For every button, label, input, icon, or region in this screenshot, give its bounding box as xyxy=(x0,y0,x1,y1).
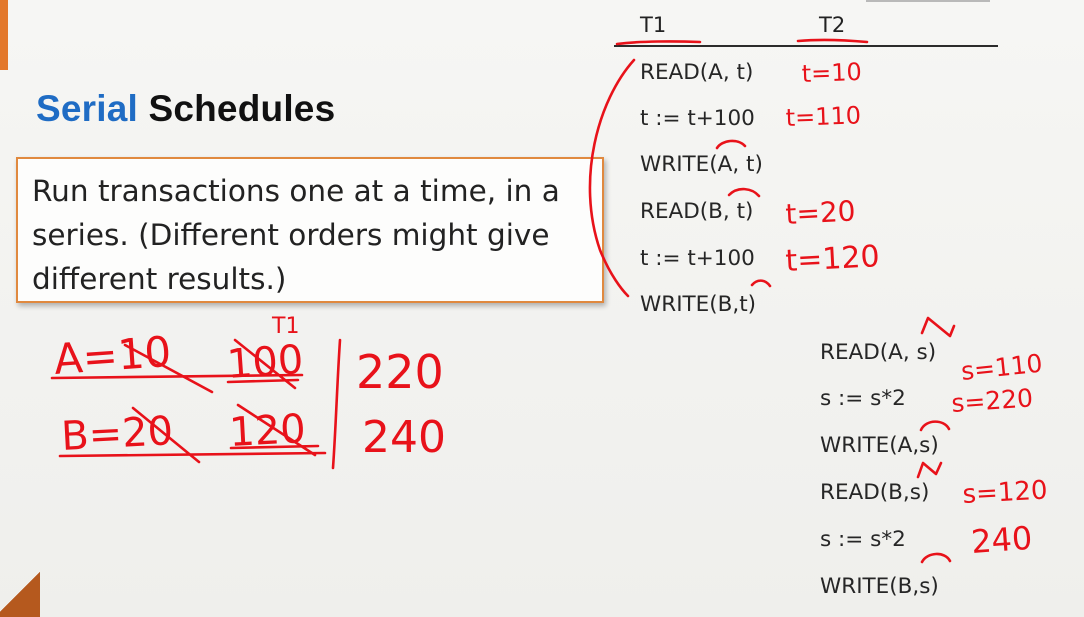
ink-result: 220 xyxy=(356,345,444,399)
callout-text: Run transactions one at a time, in a series. (Different orders might give different results.) xyxy=(32,174,560,296)
t2-op: WRITE(B,s) xyxy=(820,574,939,599)
ink-underline xyxy=(231,446,318,448)
slide-accent-top xyxy=(0,0,8,70)
ink-value: t=10 xyxy=(801,57,863,88)
t1-op: t := t+100 xyxy=(640,246,755,271)
ink-strike xyxy=(235,340,295,388)
ink-value: t=20 xyxy=(784,194,857,231)
ink-arrow xyxy=(717,141,745,148)
slide-title xyxy=(36,88,335,130)
slide-accent-bottom xyxy=(0,567,40,617)
t2-op: READ(B,s) xyxy=(820,480,930,505)
title-accent-word: Serial xyxy=(36,88,138,129)
ink-a-line: A=10 xyxy=(52,326,173,384)
top-edge-bar xyxy=(866,0,990,2)
ink-strike xyxy=(125,345,212,392)
ink-b-crossed: 120 xyxy=(228,406,307,456)
t1-op: WRITE(A, t) xyxy=(640,152,763,177)
ink-arrow xyxy=(729,189,759,196)
ink-value: t=120 xyxy=(784,239,881,279)
t1-op: READ(B, t) xyxy=(640,199,754,224)
ink-underline-t2 xyxy=(798,40,867,42)
ink-underline xyxy=(60,453,325,456)
t2-op: s := s*2 xyxy=(820,527,906,552)
ink-arrow xyxy=(752,281,770,286)
ink-value: s=220 xyxy=(950,383,1034,418)
ink-value: t=110 xyxy=(785,101,862,132)
ink-a-crossed: 100 xyxy=(225,336,305,388)
ink-underline xyxy=(228,380,298,382)
t1-op: WRITE(B,t) xyxy=(640,292,757,317)
ink-arrow xyxy=(922,318,954,336)
column-header-t2: T2 xyxy=(819,13,846,37)
ink-value: 240 xyxy=(969,518,1034,561)
ink-label: T1 xyxy=(272,314,300,339)
column-header-t1: T1 xyxy=(640,13,667,37)
title-rest: Schedules xyxy=(138,88,336,129)
ink-arrow xyxy=(922,554,950,562)
t2-op: s := s*2 xyxy=(820,386,906,411)
ink-arrow xyxy=(921,422,949,430)
ink-underline xyxy=(52,375,302,378)
ink-result: 240 xyxy=(362,412,446,463)
ink-b-line: B=20 xyxy=(60,408,175,460)
ink-arrow xyxy=(918,463,941,477)
t2-op: READ(A, s) xyxy=(820,340,937,365)
header-rule xyxy=(614,45,998,47)
ink-strike xyxy=(238,405,315,455)
t1-op: READ(A, t) xyxy=(640,60,754,85)
t2-op: WRITE(A,s) xyxy=(820,433,939,458)
ink-underline-t1 xyxy=(617,41,700,44)
t1-op: t := t+100 xyxy=(640,106,755,131)
ink-value: s=120 xyxy=(961,475,1049,510)
definition-callout xyxy=(16,157,604,303)
ink-divider xyxy=(333,340,340,468)
ink-strike xyxy=(133,408,199,462)
ink-value: s=110 xyxy=(959,348,1044,386)
